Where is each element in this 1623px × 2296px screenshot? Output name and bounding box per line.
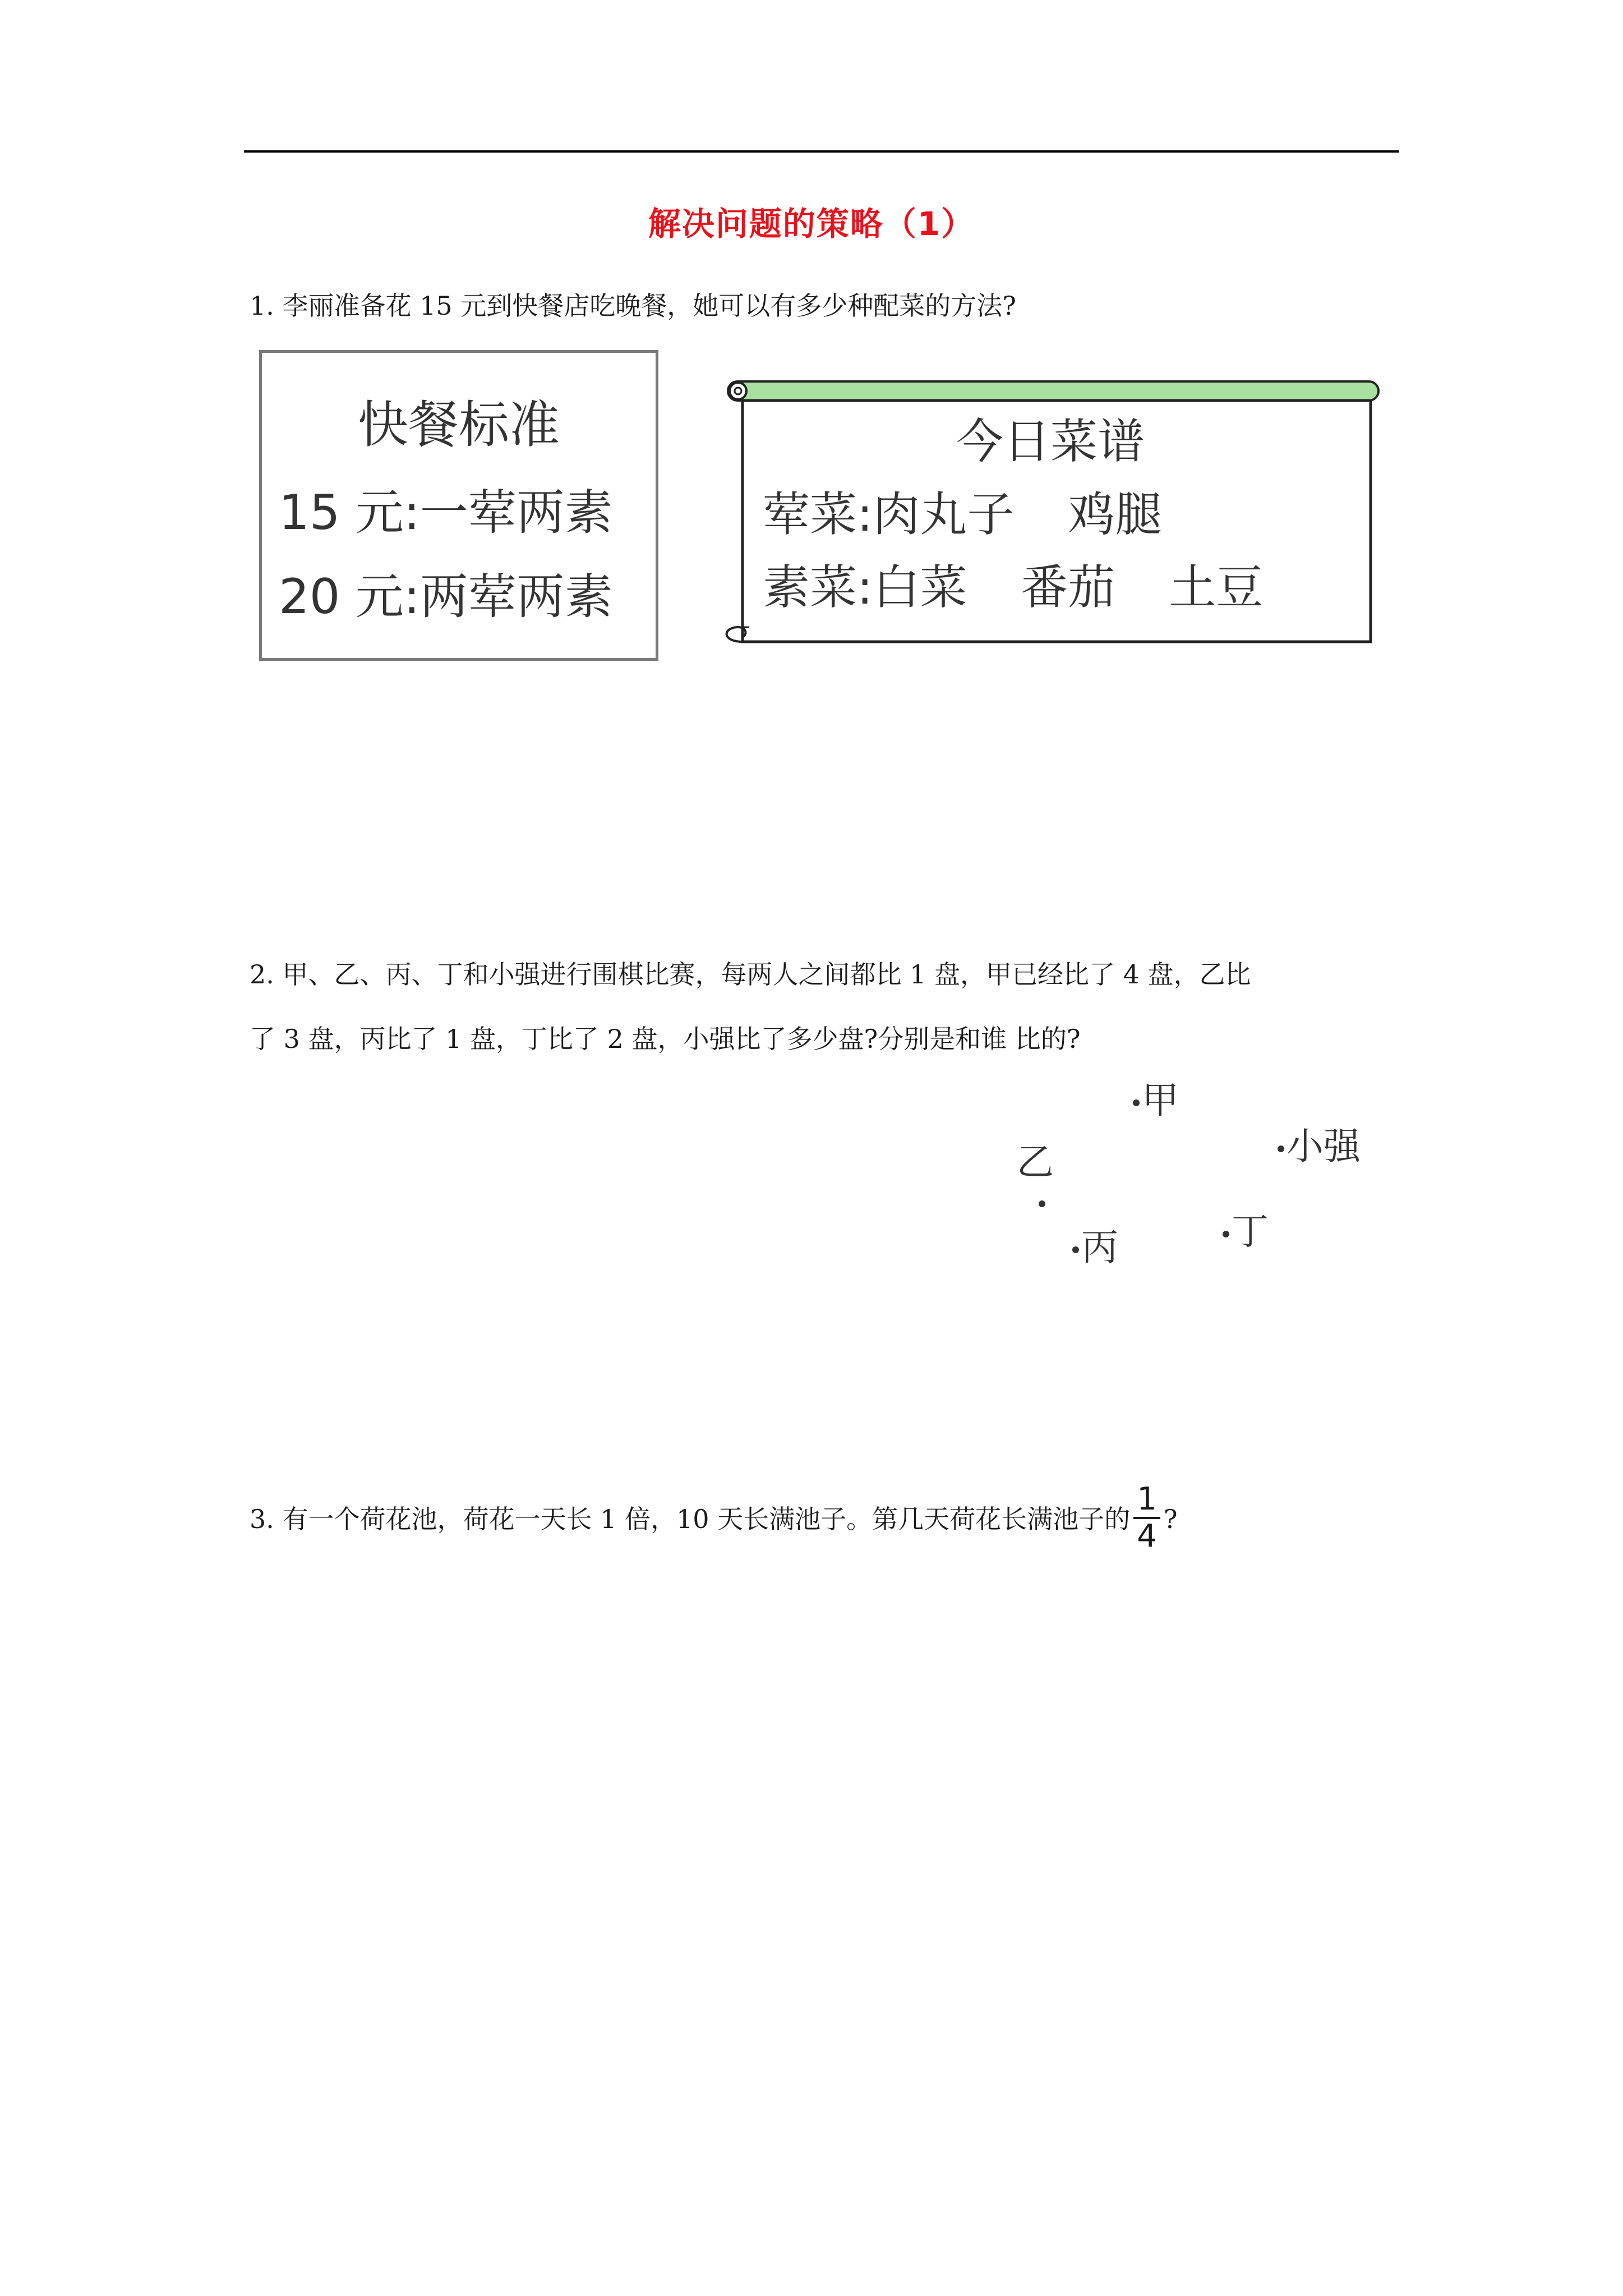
question-3-end: ?	[1163, 1504, 1178, 1534]
player-jia	[1133, 1070, 1179, 1124]
veg-item: 白菜	[873, 560, 967, 615]
question-3-text: 3. 有一个荷花池，荷花一天长 1 倍，10 天长满池子。第几天荷花长满池子的	[250, 1504, 1131, 1534]
fraction-denominator: 4	[1137, 1518, 1157, 1554]
point-icon	[1278, 1145, 1284, 1152]
menu-meat-line	[763, 477, 1162, 545]
player-label: 小强	[1287, 1125, 1361, 1168]
question-2-line-1: 2. 甲、乙、丙、丁和小强进行围棋比赛，每两人之间都比 1 盘，甲已经比了 4 盘，乙比	[250, 959, 1251, 990]
player-label: 丁	[1232, 1210, 1269, 1253]
player-label: 甲	[1142, 1079, 1179, 1122]
question-3	[250, 1481, 1178, 1557]
question-2-line-2: 了 3 盘，丙比了 1 盘，丁比了 2 盘，小强比了多少盘?分别是和谁 比的?	[250, 1024, 1081, 1054]
meat-item: 肉丸子	[873, 487, 1015, 542]
veg-item: 番茄	[1021, 560, 1115, 615]
fraction-one-quarter	[1133, 1482, 1160, 1554]
player-xiaoqiang	[1278, 1116, 1361, 1170]
player-yi-label: 乙	[1017, 1140, 1054, 1184]
point-icon	[1133, 1099, 1140, 1106]
standard-line-15: 15 元:一荤两素	[279, 485, 613, 541]
veg-item: 土豆	[1169, 560, 1264, 615]
player-yi-point	[1039, 1180, 1048, 1223]
meat-label: 荤菜:	[763, 487, 873, 542]
standard-line-20: 20 元:两荤两素	[279, 569, 613, 625]
veg-label: 素菜:	[763, 560, 873, 615]
fast-food-standard-board	[259, 350, 658, 661]
player-bing	[1072, 1217, 1118, 1271]
point-icon	[1039, 1200, 1045, 1207]
menu-veg-line	[763, 550, 1263, 618]
meat-item: 鸡腿	[1068, 487, 1163, 542]
header-rule	[244, 150, 1399, 153]
question-1: 1. 李丽准备花 15 元到快餐店吃晚餐，她可以有多少种配菜的方法?	[250, 291, 1016, 321]
today-menu-scroll	[711, 370, 1390, 662]
point-icon	[1072, 1246, 1079, 1253]
player-label: 丙	[1081, 1226, 1118, 1269]
page-title: 解决问题的策略（1）	[648, 205, 975, 243]
player-ding	[1223, 1202, 1269, 1255]
point-icon	[1223, 1231, 1229, 1237]
standard-board-title: 快餐标准	[358, 395, 560, 454]
fraction-numerator: 1	[1133, 1482, 1160, 1519]
menu-title: 今日菜谱	[956, 414, 1145, 469]
